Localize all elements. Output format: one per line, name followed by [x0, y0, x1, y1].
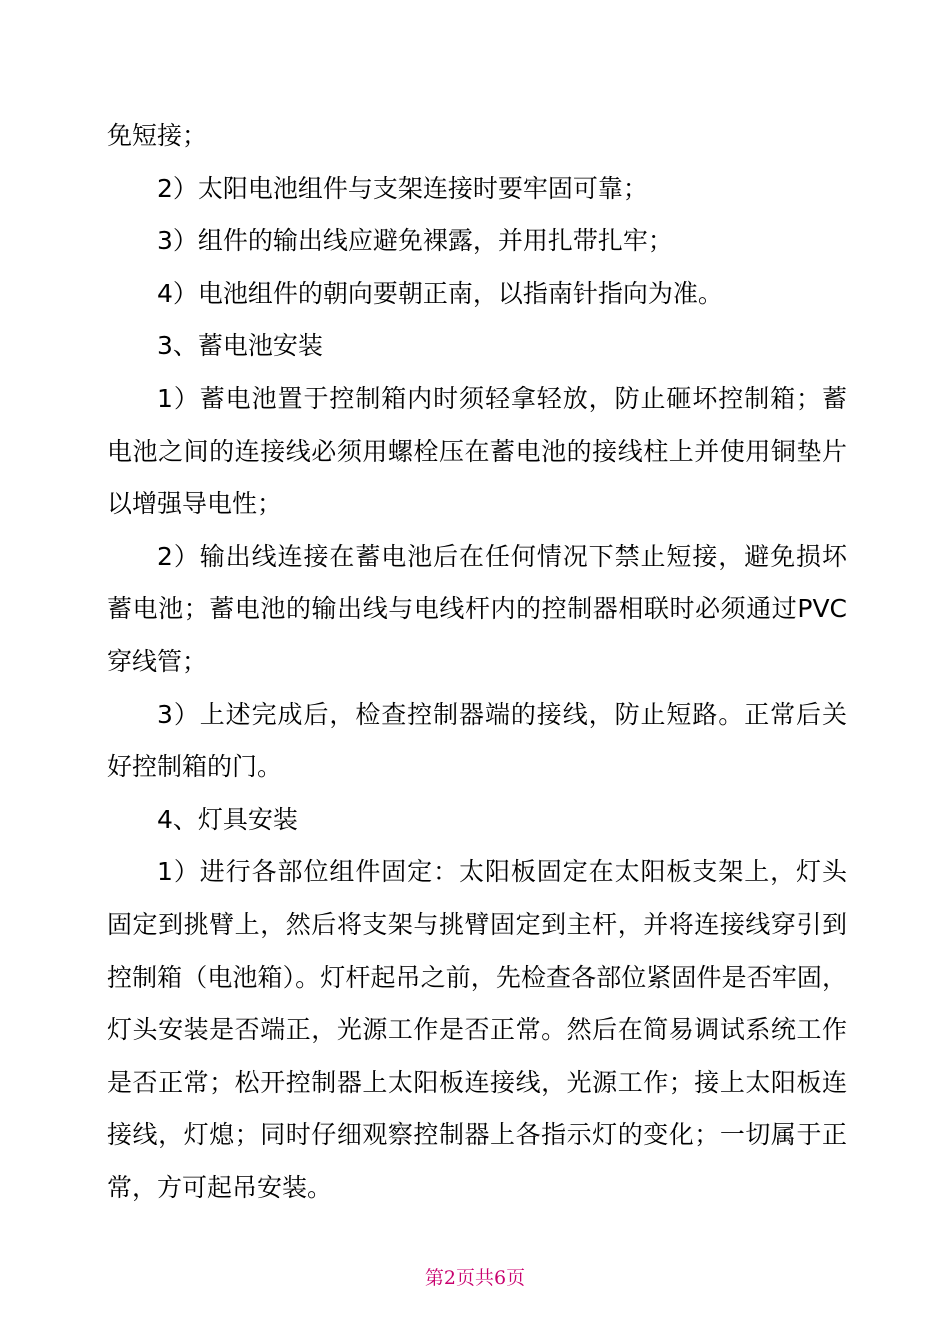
- paragraph-module-mount-secure: 2）太阳电池组件与支架连接时要牢固可靠；: [157, 173, 648, 203]
- section-heading-lamp-install: 4、灯具安装: [157, 804, 298, 834]
- paragraph-battery-placement: 1）蓄电池置于控制箱内时须轻拿轻放，防止砸坏控制箱；蓄电池之间的连接线必须用螺栓压在蓄电池的接线柱上并使用铜垫片以增强导电性；: [107, 383, 847, 519]
- paragraph-output-wire: 3）组件的输出线应避免裸露，并用扎带扎牢；: [157, 226, 673, 256]
- paragraph-check-wiring: 3）上述完成后，检查控制器端的接线，防止短路。正常后关好控制箱的门。: [107, 699, 847, 782]
- paragraph-continuation: 免短接；: [107, 121, 208, 150]
- paragraph-battery-output: 2）输出线连接在蓄电池后在任何情况下禁止短接，避免损坏蓄电池；蓄电池的输出线与电线杆内的控制器相联时必须通过PVC穿线管；: [107, 541, 847, 676]
- paragraph-component-fixing: 1）进行各部位组件固定：太阳板固定在太阳板支架上，灯头固定到挑臂上，然后将支架与挑臂固定到主杆，并将连接线穿引到控制箱（电池箱）。灯杆起吊之前，先检查各部位紧固件是否牢固，灯头安装是否端正，光源工作是否正常。然后在简易调试系统工作是否正常；松开控制器上太阳板连接线，光源工作；接上太阳板连接线，灯熄；同时仔细观察控制器上各指示灯的变化；一切属于正常，方可起吊安装。: [107, 857, 847, 1202]
- section-heading-battery-install: 3、蓄电池安装: [157, 331, 323, 361]
- paragraph-orientation: 4）电池组件的朝向要朝正南，以指南针指向为准。: [157, 278, 723, 308]
- document-body: [107, 110, 847, 1214]
- page-number-footer: 第2页共6页: [424, 1267, 526, 1289]
